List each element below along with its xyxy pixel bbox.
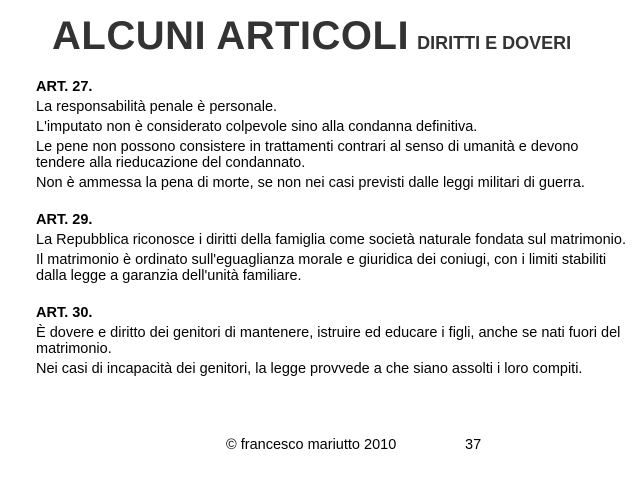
slide-title	[52, 14, 571, 59]
article-heading: ART. 27.	[36, 79, 93, 95]
page-number: 37	[465, 437, 482, 453]
article-heading: ART. 29.	[36, 212, 93, 228]
article-paragraph: È dovere e diritto dei genitori di mantenere, istruire ed educare i figli, anche se nati fuori del matrimonio.	[36, 325, 621, 357]
article-paragraph: Nei casi di incapacità dei genitori, la legge provvede a che siano assolti i loro compiti.	[36, 361, 583, 377]
article-paragraph: Le pene non possono consistere in trattamenti contrari al senso di umanità e devono tendere alla rieducazione del condannato.	[36, 139, 579, 171]
footer-author: © francesco mariutto 2010	[226, 437, 397, 453]
article-paragraph: La Repubblica riconosce i diritti della famiglia come società naturale fondata sul matrimonio.	[36, 232, 626, 248]
article-30	[36, 305, 626, 377]
title-main: ALCUNI ARTICOLI	[52, 14, 410, 58]
article-paragraph: La responsabilità penale è personale.	[36, 99, 278, 115]
article-heading: ART. 30.	[36, 305, 93, 321]
article-paragraph: L'imputato non è considerato colpevole sino alla condanna definitiva.	[36, 119, 478, 135]
article-paragraph: Il matrimonio è ordinato sull'eguaglianza morale e giuridica dei coniugi, con i limiti stabiliti dalla legge a garanzia dell'unità familiare.	[36, 252, 607, 284]
articles-body	[36, 79, 626, 377]
article-29	[36, 212, 626, 284]
article-27	[36, 79, 626, 191]
article-paragraph: Non è ammessa la pena di morte, se non nei casi previsti dalle leggi militari di guerra.	[36, 175, 585, 191]
title-subtitle: DIRITTI E DOVERI	[417, 33, 572, 53]
